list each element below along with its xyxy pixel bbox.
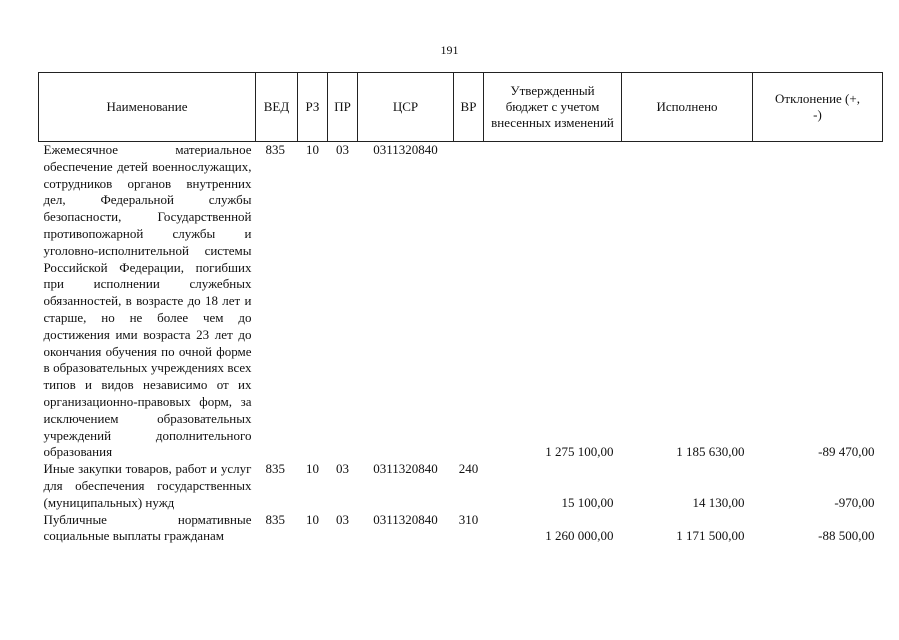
table-row [39, 461, 883, 511]
row-vr: 310 [458, 511, 479, 527]
header-pr: ПР [328, 73, 358, 142]
header-csr: ЦСР [358, 73, 454, 142]
row-deviation: -970,00 [834, 494, 875, 510]
row-pr: 03 [336, 142, 349, 157]
row-rz: 10 [306, 461, 319, 477]
row-deviation: -89 470,00 [818, 444, 875, 460]
row-executed: 1 185 630,00 [676, 444, 745, 460]
row-approved: 1 275 100,00 [545, 444, 614, 460]
row-pr: 03 [336, 461, 349, 477]
row-deviation: -88 500,00 [818, 528, 875, 544]
row-vr: 240 [458, 461, 479, 477]
header-name: Наименование [39, 73, 256, 142]
row-name: Публичные нормативные социальные выплаты гражданам [43, 511, 252, 544]
row-ved: 835 [265, 142, 285, 157]
header-rz: РЗ [298, 73, 328, 142]
row-rz: 10 [306, 142, 319, 157]
row-executed: 14 130,00 [692, 494, 745, 510]
table-row [39, 142, 883, 462]
row-rz: 10 [306, 511, 319, 527]
header-ved: ВЕД [256, 73, 298, 142]
row-executed: 1 171 500,00 [676, 528, 745, 544]
row-vr [454, 142, 484, 462]
budget-execution-table [38, 72, 883, 545]
header-deviation: Отклонение (+, -) [753, 73, 883, 142]
row-csr: 0311320840 [373, 511, 438, 527]
row-approved: 1 260 000,00 [545, 528, 614, 544]
table-row [39, 512, 883, 546]
page-number: 191 [440, 43, 459, 57]
table-header-row [39, 73, 883, 142]
row-pr: 03 [336, 511, 349, 527]
header-executed: Исполнено [622, 73, 753, 142]
row-approved: 15 100,00 [561, 494, 614, 510]
row-ved: 835 [265, 461, 285, 477]
row-name: Иные закупки товаров, работ и услуг для обеспечения государственных (муниципальных) нужд [43, 461, 252, 510]
header-approved: Утвержденный бюджет с учетом внесенных изменений [484, 73, 622, 142]
row-csr: 0311320840 [373, 461, 438, 477]
row-name: Ежемесячное материальное обеспечение детей военнослужащих, сотрудников органов внутренних дел, Федеральной службы безопасности, Государственной противопожарной службы и уголовно-исполнительной системы Российской Федерации, погибших при исполнении служебных обязанностей, в возрасте до 18 лет и старше, но не более чем до достижения ими возраста 23 лет до окончания обучения по очной форме в образовательных учреждениях всех типов и видов независимо от их организационно-правовых форм, за исключением образовательных учреждений дополнительного образования [43, 142, 252, 460]
header-vr: ВР [454, 73, 484, 142]
row-csr: 0311320840 [373, 142, 438, 157]
row-ved: 835 [265, 511, 285, 527]
